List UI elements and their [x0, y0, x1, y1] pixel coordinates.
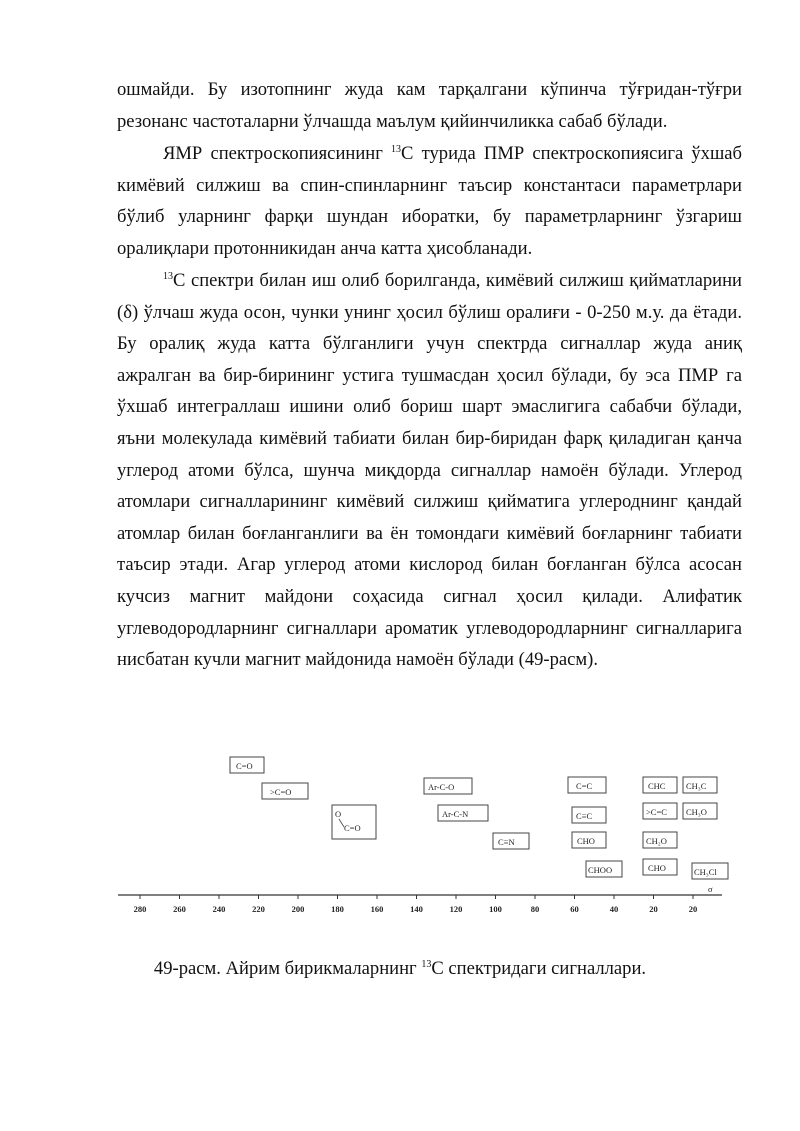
- paragraph-2: ЯМР спектроскопиясининг $^{13}$С турида ПМР спектроскопиясига ўхшаб кимёвий силжиш ва спин-спинларнинг таъсир константаси параметрлари бўлиб уларнинг фарқи шундан иборатки, бу параметрларнинг ўзгариш оралиқлари протонникидан анча катта ҳисобланади.: [117, 143, 742, 259]
- axis-tick-label: 60: [570, 904, 579, 914]
- axis-tick-label: 20: [649, 904, 658, 914]
- label-o-co-bottom: C=O: [344, 823, 361, 833]
- label-cho-mid: CHO: [577, 836, 595, 846]
- label-cn: C≡N: [498, 837, 515, 847]
- axis-tick-label: 240: [212, 904, 226, 914]
- figure-caption: 49-расм. Айрим бирикмаларнинг $^{13}$С спектридаги сигналлари.: [153, 958, 647, 979]
- label-gt-co: >C=O: [270, 787, 292, 797]
- axis-tick-label: 220: [252, 904, 265, 914]
- label-cho-right: CHO: [648, 863, 666, 873]
- axis-tick-label: 180: [331, 904, 344, 914]
- axis-tick-label: 200: [291, 904, 305, 914]
- axis-tick-label: 140: [410, 904, 423, 914]
- label-ar-cn: Ar-C-N: [442, 809, 469, 819]
- label-ch3cl: CH₃Cl: [694, 867, 717, 877]
- label-chc: CHC: [648, 781, 666, 791]
- label-ar-co: Ar-C-O: [428, 782, 455, 792]
- label-co: C=O: [236, 761, 253, 771]
- label-gtcc: >C=C: [646, 807, 667, 817]
- label-ch3o: CH₃O: [686, 807, 707, 817]
- axis-ticks: [134, 895, 698, 914]
- label-ch3c: CH₃C: [686, 781, 707, 791]
- axis-tick-label: 280: [133, 904, 147, 914]
- axis-tick-label: 40: [609, 904, 619, 914]
- figure-49: [110, 745, 730, 925]
- label-choo: CHOO: [588, 865, 613, 875]
- paragraph-1: ошмайди. Бу изотопнинг жуда кам тарқалгани кўпинча тўғридан-тўғри резонанс частоталарни ўлчашда маълум қийинчиликка сабаб бўлади.: [117, 79, 742, 132]
- label-ctc: C≡C: [576, 811, 593, 821]
- paragraph-3: $^{13}$С спектри билан иш олиб борилганда, кимёвий силжиш қийматларини (δ) ўлчаш жуда осон, чунки унинг ҳосил бўлиш оралиғи - 0-250 м.у. да ётади. Бу оралиқ жуда катта бўлганлиги учун спектрда сигналлар жуда аниқ ажралган ва бир-бирининг устига тушмасдан ҳосил бўлади, бу эса ПМР га ўхшаб интеграллаш ишини олиб бориш шарт эмаслигига сабабчи бўлади, яъни молекулада кимёвий табиати билан бир-биридан фарқ қиладиган қанча углерод атоми бўлса, шунча миқдорда сигналлар намоён бўлади. Углерод атомлари сигналларининг кимёвий силжиш қийматига углероднинг қандай атомлар билан боғланганлиги ва ён томондаги кимёвий боғларнинг табиати таъсир этади. Агар углерод атоми кислород билан боғланган бўлса асосан кучсиз магнит майдони соҳасида сигнал ҳосил қилади. Алифатик углеводородларнинг сигналлари ароматик углеводородларнинг сигналларига нисбатан кучли магнит майдонида намоён бўлади (49-расм).: [117, 270, 742, 671]
- label-o-co-top: O: [335, 809, 342, 819]
- spectrum-diagram: [110, 745, 730, 925]
- axis-tick-label: 100: [489, 904, 502, 914]
- axis-tick-label: 80: [530, 904, 540, 914]
- label-ch2o: CH₂O: [646, 836, 667, 846]
- axis-tick-label: 120: [449, 904, 463, 914]
- label-cc: C=C: [576, 781, 593, 791]
- axis-tick-label: 160: [370, 904, 384, 914]
- axis-tick-label: 260: [173, 904, 186, 914]
- axis-tick-label: 20: [688, 904, 698, 914]
- axis-symbol: σ: [708, 884, 713, 894]
